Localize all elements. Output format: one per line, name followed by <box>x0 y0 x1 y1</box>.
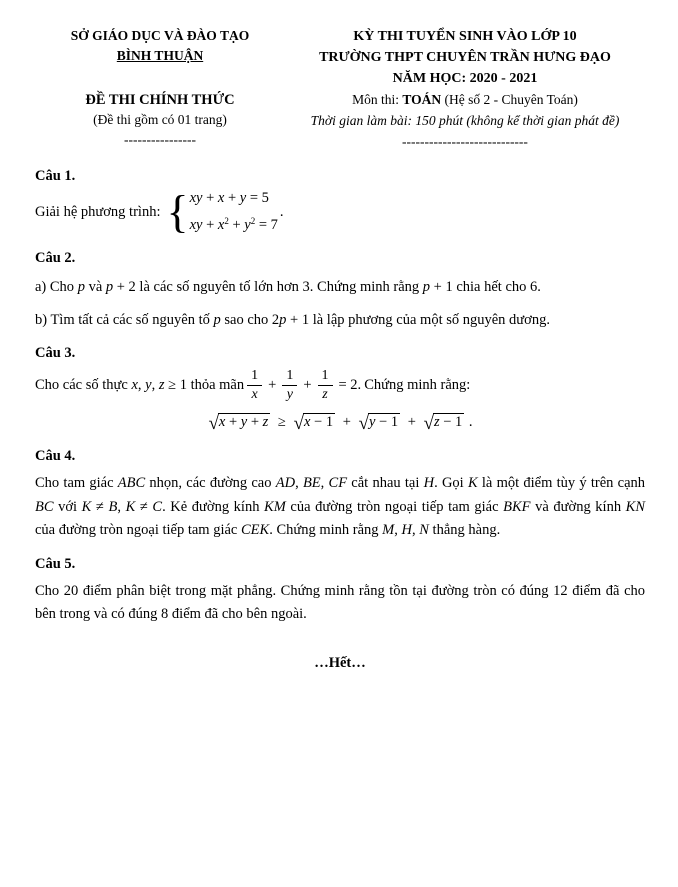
pages-note: (Đề thi gồm có 01 trang) <box>93 112 227 127</box>
fraction-1-over-z <box>318 368 333 403</box>
department-name: SỞ GIÁO DỤC VÀ ĐÀO TẠO <box>70 28 250 43</box>
exam-header <box>35 26 645 152</box>
province-name: BÌNH THUẬN <box>116 48 204 63</box>
radicand: z − 1 <box>433 414 463 430</box>
subject-prefix: Môn thi: <box>352 92 403 107</box>
question-4-title: Câu 4. <box>35 448 76 464</box>
radicand: x + y + z <box>218 414 269 430</box>
sentence-period: . <box>468 414 473 430</box>
subject-suffix: (Hệ số 2 - Chuyên Toán) <box>441 92 578 107</box>
fraction-denominator: y <box>286 387 293 402</box>
radicand: y − 1 <box>368 414 399 430</box>
sqrt-y-minus-1 <box>359 413 401 435</box>
fraction-numerator: 1 <box>247 368 262 386</box>
plus-operator: + <box>407 414 416 430</box>
question-2a: a) Cho p và p + 2 là các số nguyên tố lớn hơn 3. Chứng minh rằng p + 1 chia hết cho 6. <box>35 279 541 295</box>
sentence-period: . <box>279 203 284 220</box>
radical-sign: √ <box>208 413 219 434</box>
school-year: NĂM HỌC: 2020 - 2021 <box>392 71 538 86</box>
exam-name: KỲ THI TUYỂN SINH VÀO LỚP 10 <box>353 29 577 44</box>
end-of-exam-mark: …Hết… <box>314 654 366 671</box>
radical-sign: √ <box>358 413 369 434</box>
question-2b: b) Tìm tất cả các số nguyên tố p sao cho 2p + 1 là lập phương của một số nguyên dương. <box>35 311 550 328</box>
system-left-brace: { <box>166 186 189 237</box>
question-3-title: Câu 3. <box>35 345 76 361</box>
question-1-statement <box>35 187 645 237</box>
question-1-title: Câu 1. <box>35 168 76 184</box>
inequality-formula <box>35 413 645 435</box>
fraction-denominator: x <box>251 387 258 402</box>
q1-intro-text: Giải hệ phương trình: <box>35 203 161 220</box>
q3-lead-text: Cho các số thực x, y, z ≥ 1 thỏa mãn <box>35 377 245 393</box>
q3-tail-text: Chứng minh rằng: <box>364 377 471 393</box>
header-left-spacer <box>35 66 285 90</box>
equation-1: xy + x + y = 5 <box>189 190 269 206</box>
question-2-title: Câu 2. <box>35 250 76 266</box>
question-3-statement <box>35 368 645 403</box>
plus-operator: + <box>342 414 351 430</box>
school-name: TRƯỜNG THPT CHUYÊN TRẦN HƯNG ĐẠO <box>319 50 611 65</box>
geq-operator: ≥ <box>277 414 286 430</box>
subject-name: TOÁN <box>402 92 442 107</box>
sqrt-x-minus-1 <box>294 413 336 435</box>
exam-body <box>35 168 645 672</box>
sqrt-z-minus-1 <box>424 413 465 435</box>
equation-system <box>166 187 283 237</box>
question-4-statement: Cho tam giác ABC nhọn, các đường cao AD, BE, CF cắt nhau tại H. Gọi K là một điểm tùy ý trên cạnh BC với K ≠ B, K ≠ C. Kẻ đường kính KM của đường tròn ngoại tiếp tam giác BKF và đường kính KN của đường tròn ngoại tiếp tam giác CEK. Chứng minh rằng M, H, N thẳng hàng. <box>35 475 646 538</box>
fraction-1-over-y <box>282 368 297 403</box>
fraction-denominator: z <box>322 387 328 402</box>
question-5-title: Câu 5. <box>35 555 76 572</box>
radical-sign: √ <box>423 413 434 434</box>
radicand: x − 1 <box>303 414 334 430</box>
equation-2: xy + $x^2 + y^2 = 7$ <box>189 216 278 233</box>
right-divider-dashes: ---------------------------- <box>402 134 528 149</box>
exam-duration: Thời gian làm bài: 150 phút (không kể thời gian phát đề) <box>310 113 620 128</box>
sqrt-x-plus-y-plus-z <box>208 413 270 435</box>
question-5-statement: Cho 20 điểm phân biệt trong mặt phẳng. Chứng minh rằng tồn tại đường tròn có đúng 12 điểm đã cho bên trong và có đúng 8 điểm đã cho bên ngoài. <box>35 582 645 622</box>
equals-two: = 2. <box>338 377 362 393</box>
fraction-numerator: 1 <box>282 368 297 386</box>
official-exam-label: ĐỀ THI CHÍNH THỨC <box>85 92 235 108</box>
system-equations <box>190 187 278 237</box>
fraction-numerator: 1 <box>318 368 333 386</box>
plus-operator: + <box>268 377 277 393</box>
left-divider-dashes: ---------------- <box>124 132 196 147</box>
subject-line <box>285 89 645 110</box>
radical-sign: √ <box>293 413 304 434</box>
header-left-block <box>35 26 285 152</box>
plus-operator: + <box>303 377 312 393</box>
fraction-1-over-x <box>247 368 262 403</box>
header-right-block <box>285 26 645 152</box>
